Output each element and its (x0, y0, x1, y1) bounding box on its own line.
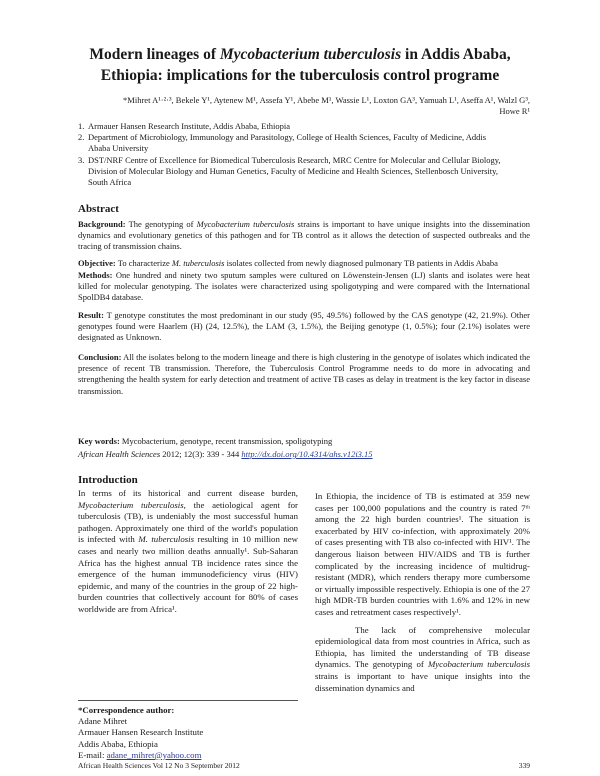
body-text: The lack of comprehensive molecular epidemiological data from most countries in Africa, such as Ethiopia, has limited the understanding of TB disease dynamics. The genotyping of (315, 624, 530, 670)
correspondence-city: Addis Ababa, Ethiopia (78, 738, 158, 749)
abstract-heading: Abstract (78, 203, 119, 215)
authors-line: Howe R¹ (499, 106, 530, 116)
abstract-background (78, 219, 530, 253)
journal-name: African Health Sciences (78, 449, 161, 459)
affiliation-text: Division of Molecular Biology and Human Genetics, Faculty of Medicine and Health Sciences, Stellenbosch University, (88, 166, 498, 176)
species-name: Mycobacterium tuberculosis (196, 219, 295, 229)
affiliation-number: 2. (78, 132, 85, 142)
title-text: in Addis Ababa, (401, 46, 511, 63)
affiliation-3 (78, 155, 528, 188)
intro-right-column (315, 491, 530, 694)
abstract-text: strains is important to have unique insights into the dissemination dynamics and evolutionary genetics of this pathogen and for TB control as it allows the detection of suspected outbreaks and the tracing of transmission chains. (78, 219, 530, 252)
citation-line (78, 449, 373, 459)
page-number: 339 (518, 761, 530, 770)
abstract-text: To characterize (115, 258, 172, 268)
species-name: M. tuberculosis (138, 534, 195, 545)
abstract-objective (78, 258, 530, 269)
correspondence-institute: Armauer Hansen Research Institute (78, 727, 204, 738)
affiliation-text: South Africa (88, 177, 132, 187)
abstract-text: All the isolates belong to the modern lineage and there is high clustering in the genotype of isolates which indicated the presence of recent TB transmission. Therefore, the Tuberculosis Control Programme needs to do more in advocating and strengthening the health system for early detection and treatment of active TB cases as delay in treatment is the key factor in disease transmission. (78, 352, 530, 396)
section-label: Result: (78, 310, 104, 320)
introduction-heading: Introduction (78, 474, 138, 486)
affiliation-text: Department of Microbiology, Immunology and Parasitology, College of Health Sciences, Faculty of Medicine, Addis (88, 132, 487, 142)
title-species: Mycobacterium tuberculosis (219, 46, 402, 63)
affiliation-2 (78, 132, 528, 154)
authors-line: *Mihret A¹·²·³, Bekele Y¹, Aytenew M¹, Assefa Y¹, Abebe M¹, Wassie L¹, Loxton GA³, Yamuah L¹, Aseffa A¹, Walzl G³, (123, 95, 530, 105)
body-text: strains is important to have unique insights into the dissemination dynamics and (315, 670, 530, 693)
abstract-conclusion (78, 352, 530, 397)
footer-journal: African Health Sciences Vol 12 No 3 September 2012 (78, 761, 240, 770)
abstract-keywords (78, 436, 530, 447)
body-text: resulting in 10 million new cases and nearly two million deaths annually¹. Sub-Saharan Africa has the highest annual TB incidence rates since the emergence of the human immunodeficiency virus (HIV) epidemic, and many of the countries in the group of 22 high-burden countries that collectively account for 80% of cases worldwide are from Africa¹. (78, 534, 298, 614)
affiliation-number: 3. (78, 155, 85, 165)
intro-right-paragraph-2 (315, 625, 530, 695)
section-label: Background: (78, 219, 126, 229)
abstract-text: T genotype constitutes the most predominant in our study (95, 49.5%) followed by the CAS genotype (42, 21.9%). Other genotypes found were Haarlem (H) (24, 12.5%), the LAM (3, 1.5%), the Beijing genotype (1, 0.5%); four (2.1%) isolates were designated as Unknown. (78, 310, 530, 343)
abstract-result (78, 310, 530, 344)
abstract-methods (78, 270, 530, 304)
abstract-text: isolates collected from newly diagnosed pulmonary TB patients in Addis Ababa (224, 258, 498, 268)
body-text: , the aetiological agent for tuberculosis (TB), is undeniably the most successful human pathogen. Approximately one third of the world's population is infected with (78, 499, 298, 545)
title-subtitle: Ethiopia: implications for the tuberculosis control programe (100, 67, 500, 84)
correspondence-email-line (78, 750, 298, 761)
correspondence-name: Adane Mihret (78, 716, 128, 727)
affiliation-number: 1. (78, 121, 85, 131)
abstract-text: The genotyping of (125, 219, 197, 229)
section-label: Objective: (78, 258, 116, 268)
affiliation-text: DST/NRF Centre of Excellence for Biomedical Tuberculosis Research, MRC Centre for Molecular and Cellular Biology, (88, 155, 501, 165)
affiliation-text: Armauer Hansen Research Institute, Addis Ababa, Ethiopia (88, 121, 291, 131)
abstract-text: One hundred and ninety two sputum samples were cultured on Löwenstein-Jensen (LJ) slants and isolates were heat killed for molecular genotyping. The isolates were characterized using spoligotyping and were compared with the International SpolDB4 database. (78, 270, 530, 303)
keywords-text: Mycobacterium, genotype, recent transmission, spoligotyping (119, 436, 333, 446)
affiliation-1 (78, 121, 528, 132)
species-name: M. tuberculosis (171, 258, 225, 268)
correspondence-box (78, 700, 298, 760)
species-name: Mycobacterium tuberculosis (427, 659, 530, 670)
citation-details: 2012; 12(3): 339 - 344 (160, 449, 242, 459)
species-name: Mycobacterium tuberculosis (78, 499, 184, 510)
doi-link[interactable]: http://dx.doi.org/10.4314/ahs.v12i3.15 (241, 449, 373, 459)
title-text: Modern lineages of (89, 46, 220, 63)
author-list (80, 95, 530, 117)
section-label: Conclusion: (78, 352, 122, 362)
paper-title (70, 44, 530, 86)
correspondence-heading: *Correspondence author: (78, 705, 175, 715)
page-footer (78, 761, 530, 770)
intro-right-paragraph-1: In Ethiopia, the incidence of TB is estimated at 359 new cases per 100,000 populations and the country is rated 7ᵗʰ among the 22 high burden countries¹. The situation is exacerbated by HIV co-infection, with approximately 20% of cases presenting with TB also co-infected with HIV¹. The dangerous liaison between HIV/AIDS and TB is further complicated by the increasing incidence of multidrug-resistant (MDR), which renders therapy more cumbersome or virtually impossible respectively. Ethiopia is one of the 27 high MDR-TB burden countries with 1.6% and 12% in new cases and retreatment cases respectively¹. (315, 491, 530, 617)
section-label: Methods: (78, 270, 113, 280)
intro-left-paragraph (78, 488, 298, 616)
section-label: Key words: (78, 436, 120, 446)
email-label: E-mail: (78, 749, 107, 760)
email-link[interactable]: adane_mihret@yahoo.com (106, 749, 202, 760)
affiliation-text: Ababa University (88, 143, 149, 153)
body-text: In terms of its historical and current disease burden, (78, 488, 298, 498)
